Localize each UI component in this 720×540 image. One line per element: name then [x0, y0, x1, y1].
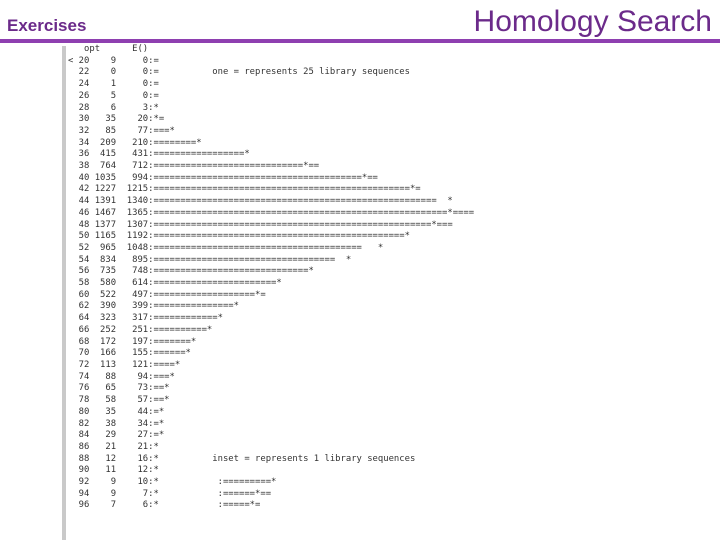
- section-label: Exercises: [7, 16, 87, 35]
- histogram-output: [66, 44, 716, 540]
- histogram-line: 70 166 155:======*: [68, 348, 191, 359]
- histogram-line: 74 88 94:===*: [68, 371, 175, 382]
- histogram-line: 56 735 748:=============================*: [68, 266, 314, 277]
- page-title: Homology Search: [473, 5, 712, 38]
- histogram-line: 30 35 20:*=: [68, 114, 165, 125]
- histogram-line: 50 1165 1192:===============================================*: [68, 231, 410, 242]
- histogram-line: 86 21 21:*: [68, 441, 159, 452]
- histogram-line: 82 38 34:=*: [68, 418, 165, 429]
- histogram-line: 26 5 0:=: [68, 90, 159, 101]
- histogram-line: 32 85 77:===*: [68, 125, 175, 136]
- histogram-line: 76 65 73:==*: [68, 383, 170, 394]
- histogram-line: 38 764 712:============================*==: [68, 161, 320, 172]
- title-divider: [0, 39, 720, 43]
- histogram-line: < 20 9 0:=: [68, 55, 159, 66]
- histogram-line: 42 1227 1215:================================================*=: [68, 184, 421, 195]
- histogram-line: 52 965 1048:======================================= *: [68, 242, 384, 253]
- histogram-line: 88 12 16:* inset = represents 1 library sequences: [68, 453, 416, 464]
- histogram-line: 46 1467 1365:=======================================================*====: [68, 207, 475, 218]
- histogram-line: 36 415 431:=================*: [68, 149, 250, 160]
- histogram-line: 60 522 497:===================*=: [68, 289, 266, 300]
- histogram-lines: [66, 56, 716, 512]
- histogram-line: 34 209 210:========*: [68, 137, 202, 148]
- histogram-line: 92 9 10:* :=========*: [68, 477, 277, 488]
- histogram-line: 24 1 0:=: [68, 79, 159, 90]
- histogram-line: 68 172 197:=======*: [68, 336, 197, 347]
- histogram-line: 90 11 12:*: [68, 465, 159, 476]
- histogram-line: 66 252 251:==========*: [68, 324, 213, 335]
- histogram-line: 22 0 0:= one = represents 25 library sequences: [68, 67, 410, 78]
- histogram-line: 94 9 7:* :======*==: [68, 488, 272, 499]
- histogram-line: 96 7 6:* :=====*=: [68, 500, 261, 511]
- histogram-line: 58 580 614:=======================*: [68, 278, 282, 289]
- histogram-line: 80 35 44:=*: [68, 406, 165, 417]
- histogram-line: 62 390 399:===============*: [68, 301, 239, 312]
- histogram-line: 78 58 57:==*: [68, 395, 170, 406]
- histogram-line: 48 1377 1307:====================================================*===: [68, 219, 453, 230]
- histogram-line: 72 113 121:====*: [68, 359, 181, 370]
- histogram-line: 64 323 317:============*: [68, 313, 223, 324]
- histogram-line: 40 1035 994:=======================================*==: [68, 172, 378, 183]
- histogram-line: 84 29 27:=*: [68, 430, 165, 441]
- histogram-line: 28 6 3:*: [68, 102, 159, 113]
- histogram-line: 54 834 895:================================== *: [68, 254, 352, 265]
- histogram-line: 44 1391 1340:===================================================== *: [68, 196, 453, 207]
- histogram-header-line: opt E(): [68, 44, 149, 54]
